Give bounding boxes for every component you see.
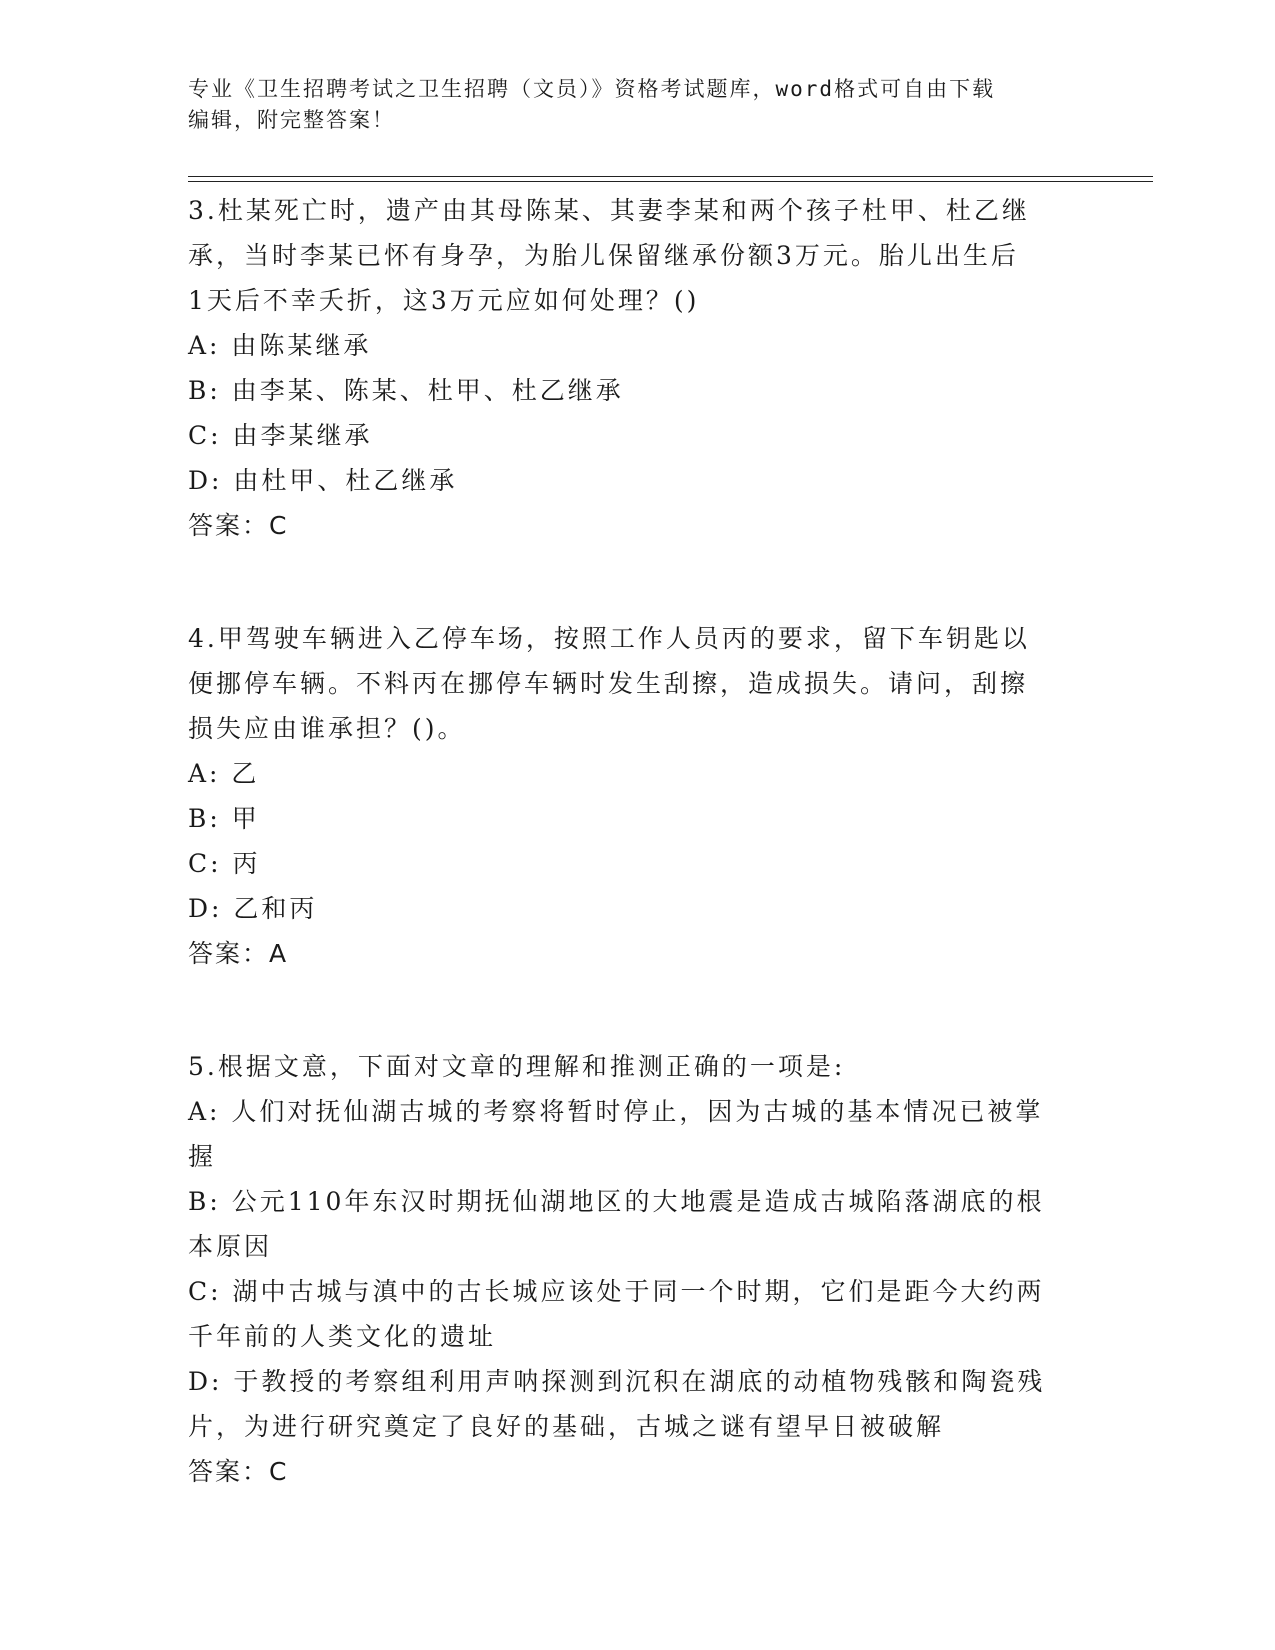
- question-list: [188, 188, 1088, 1494]
- option-d: D: 乙和丙: [188, 894, 318, 923]
- option-d: D: 于教授的考察组利用声呐探测到沉积在湖底的动植物残骸和陶瓷残: [188, 1367, 1046, 1396]
- option-a: A: 乙: [188, 759, 260, 788]
- option-a-continued: 握: [188, 1142, 217, 1171]
- question-text-line: 1天后不幸夭折，这3万元应如何处理？(): [188, 286, 700, 315]
- option-d: D: 由杜甲、杜乙继承: [188, 466, 458, 495]
- option-b-continued: 本原因: [188, 1232, 273, 1261]
- question-text-line: 便挪停车辆。不料丙在挪停车辆时发生刮擦，造成损失。请问，刮擦: [188, 669, 1029, 698]
- option-b: B: 甲: [188, 804, 260, 833]
- option-a: A: 人们对抚仙湖古城的考察将暂时停止，因为古城的基本情况已被掌: [188, 1097, 1044, 1126]
- question-text-line: 5.根据文意，下面对文章的理解和推测正确的一项是:: [188, 1052, 846, 1081]
- answer-label: 答案：C: [188, 1457, 289, 1486]
- question-spacer: [188, 548, 1088, 616]
- document-header: [188, 74, 1068, 136]
- question-text-line: 4.甲驾驶车辆进入乙停车场，按照工作人员丙的要求，留下车钥匙以: [188, 624, 1030, 653]
- question-text-line: 承，当时李某已怀有身孕，为胎儿保留继承份额3万元。胎儿出生后: [188, 241, 1019, 270]
- question-text-line: 3.杜某死亡时，遗产由其母陈某、其妻李某和两个孩子杜甲、杜乙继: [188, 196, 1030, 225]
- question-5: [188, 1044, 1088, 1494]
- answer-label: 答案：C: [188, 511, 289, 540]
- option-c: C: 湖中古城与滇中的古长城应该处于同一个时期，它们是距今大约两: [188, 1277, 1045, 1306]
- question-3: [188, 188, 1088, 548]
- option-d-continued: 片，为进行研究奠定了良好的基础，古城之谜有望早日被破解: [188, 1412, 945, 1441]
- answer-label: 答案：A: [188, 939, 289, 968]
- header-divider: [188, 181, 1153, 182]
- option-c: C: 丙: [188, 849, 261, 878]
- question-spacer: [188, 976, 1088, 1044]
- option-c-continued: 千年前的人类文化的遗址: [188, 1322, 497, 1351]
- option-b: B: 公元110年东汉时期抚仙湖地区的大地震是造成古城陷落湖底的根: [188, 1187, 1045, 1216]
- option-c: C: 由李某继承: [188, 421, 373, 450]
- header-line: 专业《卫生招聘考试之卫生招聘（文员）》资格考试题库，word格式可自由下载: [188, 77, 996, 101]
- option-b: B: 由李某、陈某、杜甲、杜乙继承: [188, 376, 624, 405]
- question-4: [188, 616, 1088, 976]
- question-text-line: 损失应由谁承担？()。: [188, 714, 466, 743]
- option-a: A: 由陈某继承: [188, 331, 372, 360]
- header-divider: [188, 176, 1153, 177]
- header-line: 编辑，附完整答案！: [188, 108, 395, 132]
